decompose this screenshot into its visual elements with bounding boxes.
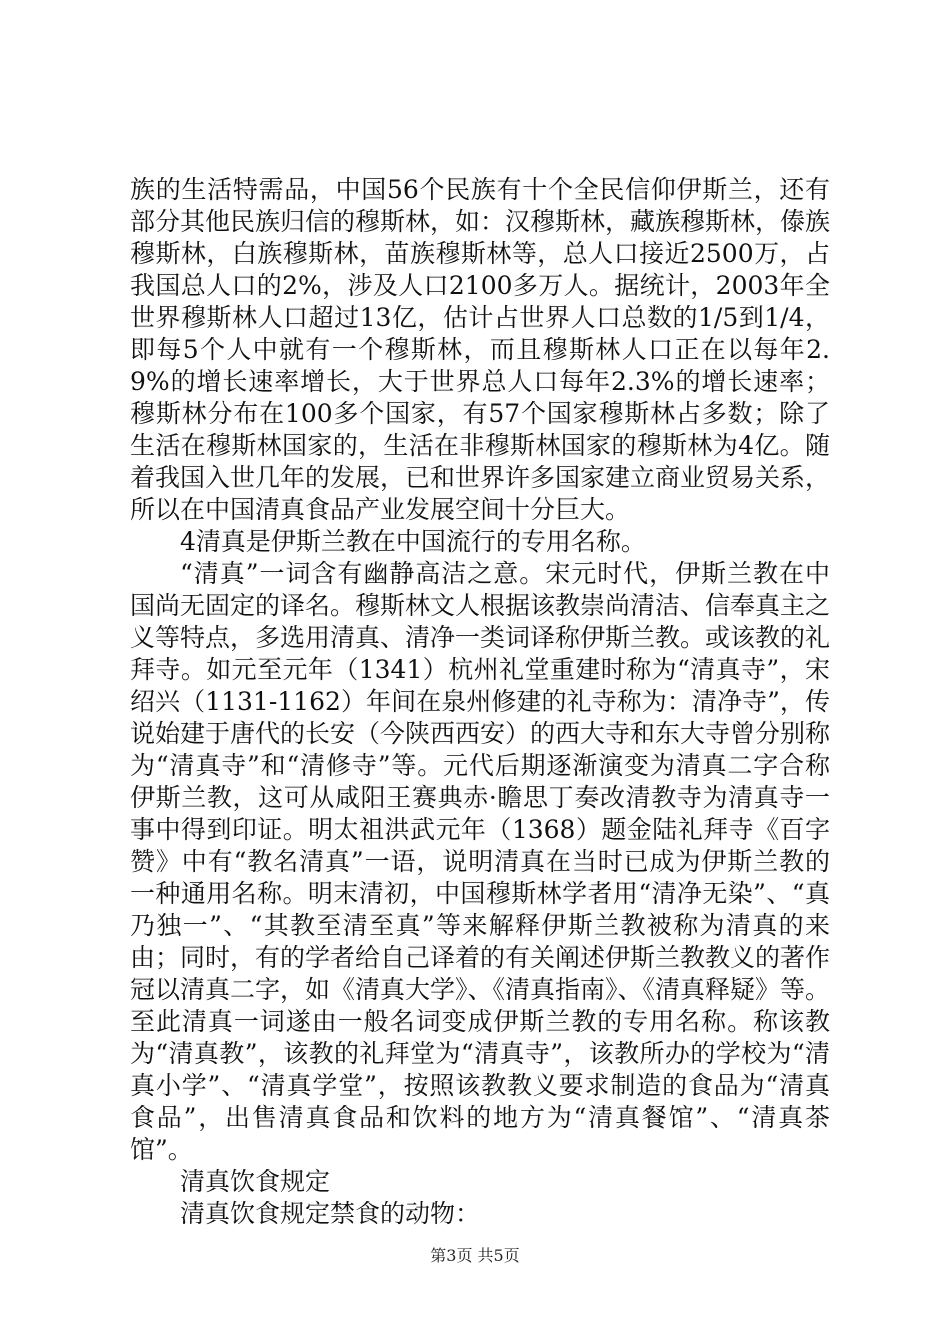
paragraph-muslim-population: 族的生活特需品，中国56个民族有十个全民信仰伊斯兰，还有部分其他民族归信的穆斯林，如：汉穆斯林，藏族穆斯林，傣族穆斯林，白族穆斯林，苗族穆斯林等，总人口接近2500万，占我国总人口的2%，涉及人口2100多万人。据统计，2003年全世界穆斯林人口超过13亿，估计占世界人口总数的1/5到1/4，即每5个人中就有一个穆斯林，而且穆斯林人口正在以每年2.9%的增长速率增长，大于世界总人口每年2.3%的增长速率；穆斯林分布在100多个国家，有57个国家穆斯林占多数；除了生活在穆斯林国家的，生活在非穆斯林国家的穆斯林为4亿。随着我国入世几年的发展，已和世界许多国家建立商业贸易关系，所以在中国清真食品产业发展空间十分巨大。 (130, 175, 831, 524)
document-body (130, 174, 830, 1230)
paragraph-qingzhen-history: “清真”一词含有幽静高洁之意。宋元时代，伊斯兰教在中国尚无固定的译名。穆斯林文人根据该教崇尚清洁、信奉真主之义等特点，多选用清真、清净一类词译称伊斯兰教。或该教的礼拜寺。如元至元年（1341）杭州礼堂重建时称为“清真寺”，宋绍兴（1131-1162）年间在泉州修建的礼寺称为：清净寺”，传说始建于唐代的长安（今陕西西安）的西大寺和东大寺曾分别称为“清真寺”和“清修寺”等。元代后期逐渐演变为清真二字合称伊斯兰教，这可从咸阳王赛典赤·瞻思丁奏改清教寺为清真寺一事中得到印证。明太祖洪武元年（1368）题金陆礼拜寺《百字赞》中有“教名清真”一语，说明清真在当时已成为伊斯兰教的一种通用名称。明末清初，中国穆斯林学者用“清净无染”、“真乃独一”、“其教至清至真”等来解释伊斯兰教被称为清真的来由；同时，有的学者给自己译着的有关阐述伊斯兰教教义的著作冠以清真二字，如《清真大学》、《清真指南》、《清真释疑》等。至此清真一词遂由一般名词变成伊斯兰教的专用名称。称该教为“清真教”，该教的礼拜堂为“清真寺”，该教所办的学校为“清真小学”、“清真学堂”，按照该教教义要求制造的食品为“清真食品”，出售清真食品和饮料的地方为“清真餐馆”、“清真茶馆”。 (130, 559, 831, 1164)
page-footer: 第3页 共5页 (430, 1246, 520, 1265)
paragraph-forbidden-animals: 清真饮食规定禁食的动物： (180, 1199, 481, 1228)
paragraph-qingzhen-heading: 4清真是伊斯兰教在中国流行的专用名称。 (180, 527, 646, 556)
section-title-diet-rules: 清真饮食规定 (180, 1167, 331, 1196)
